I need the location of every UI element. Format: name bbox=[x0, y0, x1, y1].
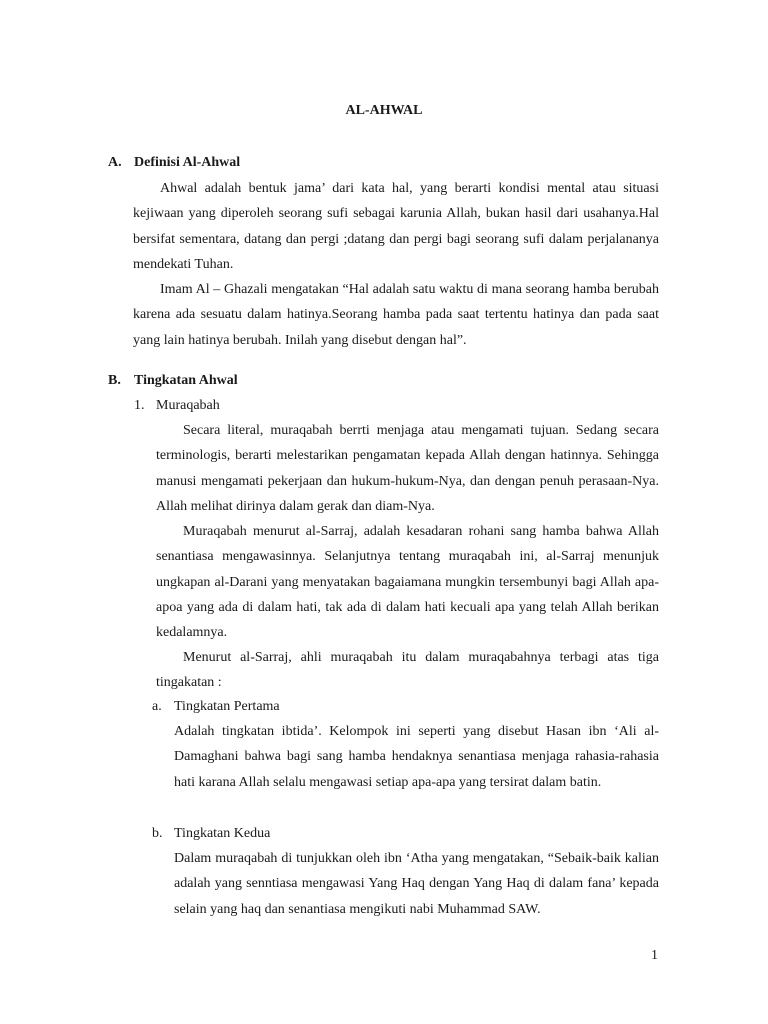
sublist-item-label: Tingkatan Kedua bbox=[174, 826, 271, 841]
muraqabah-paragraph-3: Menurut al-Sarraj, ahli muraqabah itu dalam muraqabahnya terbagi atas tiga tingakatan : bbox=[156, 650, 659, 691]
section-a-title: Definisi Al-Ahwal bbox=[134, 155, 241, 170]
page-number: 1 bbox=[651, 948, 658, 963]
section-b-number: B. bbox=[108, 373, 121, 388]
section-a-paragraph-2: Imam Al – Ghazali mengatakan “Hal adalah satu waktu di mana seorang hamba berubah karena ada sesuatu dalam hatinya.Seorang hamba pada saat tertentu hatinya dan pada saat yang lain hatinya berubah. Inilah yang disebut dengan hal”. bbox=[133, 282, 659, 348]
muraqabah-paragraph-1: Secara literal, muraqabah berrti menjaga atau mengamati tujuan. Sedang secara terminologis, berarti melestarikan pengamatan kepada Allah dengan hatinnya. Sehingga manusi mengamati pekerjaan dan hukum-hukum-Nya, dan dengan penuh perasaan-Nya. Allah melihat dirinya dalam gerak dan diam-Nya. bbox=[156, 423, 659, 514]
sublist-item-letter: a. bbox=[152, 699, 162, 714]
list-item-label: Muraqabah bbox=[156, 398, 220, 413]
tingkatan-pertama-text: Adalah tingkatan ibtida’. Kelompok ini seperti yang disebut Hasan ibn ‘Ali al-Damaghani bahwa bagi sang hamba hendaknya senantiasa menjaga rahasia-rahasia hati karana Allah selalu mengawasi setiap apa-apa yang tersirat dalam batin. bbox=[174, 724, 659, 790]
sublist-item-letter: b. bbox=[152, 826, 163, 841]
sublist-item-label: Tingkatan Pertama bbox=[174, 699, 280, 714]
muraqabah-paragraph-2: Muraqabah menurut al-Sarraj, adalah kesadaran rohani sang hamba bahwa Allah senantiasa mengawasinnya. Selanjutnya tentang muraqabah ini, al-Sarraj menunjuk ungkapan al-Darani yang menyatakan bagaiamana mungkin tersembunyi bagi Allah apa-apoa yang ada di dalam hati, tak ada di dalam hati kecuali apa yang telah Allah berikan kedalamnya. bbox=[156, 524, 659, 641]
tingkatan-kedua-text: Dalam muraqabah di tunjukkan oleh ibn ‘Atha yang mengatakan, “Sebaik-baik kalian adalah yang senntiasa mengawasi Yang Haq dengan Yang Haq di dalam fana’ kepada selain yang haq dan senantiasa mengikuti nabi Muhammad SAW. bbox=[174, 851, 659, 917]
page-title: AL-AHWAL bbox=[345, 103, 423, 118]
list-item-number: 1. bbox=[134, 398, 145, 413]
section-a-paragraph-1: Ahwal adalah bentuk jama’ dari kata hal, yang berarti kondisi mental atau situasi kejiwaan yang diperoleh seorang sufi sebagai karunia Allah, bukan hasil dari usahanya.Hal bersifat sementara, datang dan pergi ;datang dan pergi bagi seorang sufi dalam perjalananya mendekati Tuhan. bbox=[133, 181, 659, 272]
section-b-title: Tingkatan Ahwal bbox=[134, 373, 238, 388]
section-a-number: A. bbox=[108, 155, 122, 170]
